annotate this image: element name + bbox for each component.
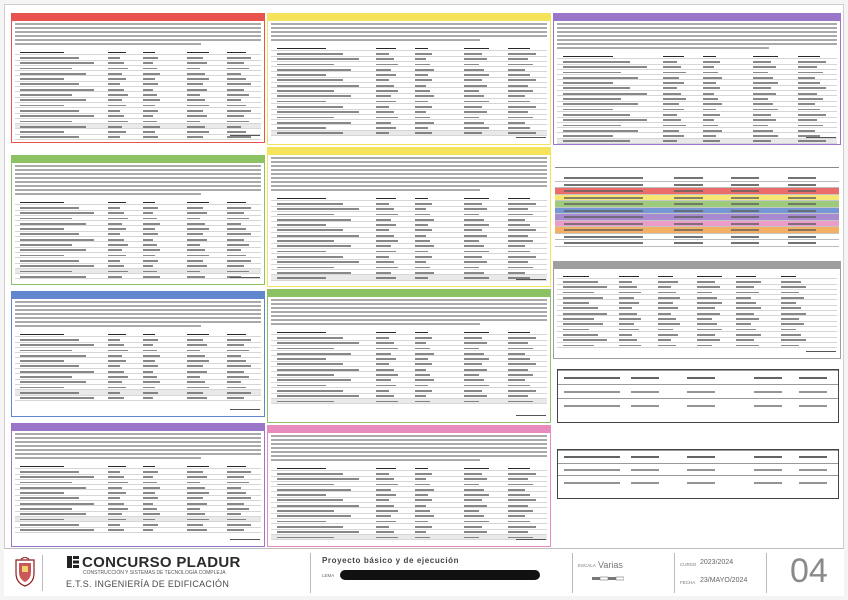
text-line — [15, 27, 261, 29]
text-line — [271, 303, 547, 305]
title-block — [4, 548, 844, 596]
fecha-label: FECHA — [680, 580, 696, 585]
panel-title-bar — [12, 156, 264, 163]
table-row — [15, 396, 261, 401]
text-line — [15, 165, 261, 167]
text-line — [15, 169, 261, 171]
text-line — [271, 439, 547, 441]
divider — [766, 553, 767, 593]
table-row — [15, 274, 261, 279]
text-line — [15, 453, 261, 455]
data-table — [557, 54, 837, 144]
data-table — [557, 274, 837, 348]
table-total — [516, 415, 546, 419]
text-line — [557, 39, 837, 41]
text-line — [271, 319, 547, 321]
data-table — [15, 332, 261, 401]
text-line — [271, 173, 547, 175]
text-line — [271, 165, 547, 167]
table-row — [271, 399, 547, 404]
table-total — [230, 539, 260, 543]
table-total — [230, 135, 260, 139]
text-line — [15, 317, 261, 319]
text-line — [271, 27, 547, 29]
text-line — [15, 313, 261, 315]
text-line — [15, 31, 261, 33]
data-table — [271, 330, 547, 404]
text-line — [271, 23, 547, 25]
text-line — [271, 185, 547, 187]
text-line — [271, 307, 547, 309]
text-line — [271, 189, 480, 191]
panel-title-bar — [554, 14, 840, 21]
fecha-value: 23/MAYO/2024 — [700, 577, 748, 584]
text-line — [15, 437, 261, 439]
curso-label: CURSO — [680, 562, 697, 567]
text-line — [271, 443, 547, 445]
summary-title — [555, 168, 839, 175]
text-line — [271, 169, 547, 171]
text-line — [271, 39, 480, 41]
table-total — [806, 351, 836, 355]
text-line — [15, 309, 261, 311]
panel-title-bar — [268, 426, 550, 433]
text-line — [271, 435, 547, 437]
text-line — [15, 35, 261, 37]
panel-title-bar — [268, 14, 550, 21]
sheet-number: 04 — [790, 552, 828, 590]
table-total — [230, 409, 260, 413]
text-line — [15, 321, 261, 323]
text-line — [557, 27, 837, 29]
text-line — [271, 311, 547, 313]
text-line — [15, 449, 261, 451]
panel-green — [267, 289, 551, 423]
text-line — [15, 23, 261, 25]
brand-title: CONCURSO PLADUR — [82, 554, 241, 571]
panel-purple — [11, 423, 265, 547]
text-line — [271, 455, 547, 457]
comparison-table-2 — [557, 449, 839, 499]
table-row — [271, 535, 547, 540]
table-total — [806, 137, 836, 141]
comparison-row — [558, 398, 838, 412]
project-title: Proyecto básico y de ejecución — [322, 556, 460, 565]
data-table — [15, 200, 261, 279]
text-line — [15, 457, 201, 459]
text-line — [15, 43, 201, 45]
table-row — [271, 275, 547, 280]
table-row — [557, 343, 837, 348]
divider — [572, 553, 573, 593]
text-line — [15, 39, 261, 41]
text-line — [271, 31, 547, 33]
escala-value: Varias — [598, 560, 623, 570]
divider — [310, 553, 311, 593]
text-line — [15, 433, 261, 435]
text-line — [271, 181, 547, 183]
panel-purple-right — [553, 13, 841, 145]
data-table — [271, 466, 547, 540]
comparison-row — [558, 384, 838, 398]
panel-table-right — [553, 261, 841, 359]
panel-yellow-mid — [267, 147, 551, 287]
table-total — [516, 279, 546, 283]
text-line — [271, 177, 547, 179]
curso-value: 2023/2024 — [700, 559, 734, 566]
table-total — [230, 277, 260, 281]
redacted-lema — [340, 570, 540, 580]
text-line — [557, 31, 837, 33]
table-total — [516, 137, 546, 141]
panel-green-mid — [11, 155, 265, 285]
text-line — [15, 173, 261, 175]
text-line — [271, 157, 547, 159]
summary-table — [555, 167, 839, 257]
text-line — [15, 193, 201, 195]
table-total — [516, 539, 546, 543]
pladur-logo-icon — [66, 555, 80, 569]
comparison-table — [557, 369, 839, 423]
brand-subtitle: CONSTRUCCIÓN Y SISTEMAS DE TECNOLOGÍA COMPLEJA — [83, 570, 226, 576]
panel-title-bar — [268, 290, 550, 297]
data-table — [15, 464, 261, 533]
comparison-row — [558, 450, 838, 463]
comparison-row — [558, 370, 838, 384]
text-line — [271, 161, 547, 163]
scale-bar-icon — [592, 575, 624, 583]
text-line — [15, 177, 261, 179]
escala-label: ESCALA — [578, 563, 596, 568]
school-name: E.T.S. INGENIERÍA DE EDIFICACIÓN — [66, 579, 230, 589]
text-line — [271, 323, 480, 325]
text-line — [15, 185, 261, 187]
panel-title-bar — [12, 424, 264, 431]
text-line — [15, 325, 201, 327]
table-row — [557, 139, 837, 144]
text-line — [15, 305, 261, 307]
text-line — [557, 47, 769, 49]
panel-blue — [11, 291, 265, 417]
text-line — [15, 445, 261, 447]
text-line — [271, 451, 547, 453]
divider — [674, 553, 675, 593]
panel-multicolor — [267, 425, 551, 547]
panel-title-bar — [268, 148, 550, 155]
comparison-row — [558, 475, 838, 488]
text-line — [15, 181, 261, 183]
text-line — [15, 189, 261, 191]
university-crest-icon — [14, 557, 36, 587]
comparison-row — [558, 463, 838, 476]
table-row — [271, 131, 547, 136]
summary-row — [555, 240, 839, 247]
lema-label: LEMA — [322, 573, 335, 578]
data-table — [15, 50, 261, 140]
table-row — [15, 135, 261, 140]
text-line — [557, 23, 837, 25]
text-line — [557, 43, 837, 45]
text-line — [271, 459, 480, 461]
panel-title-bar — [12, 14, 264, 21]
text-line — [15, 301, 261, 303]
text-line — [271, 35, 547, 37]
table-row — [15, 528, 261, 533]
text-line — [271, 315, 547, 317]
divider — [42, 555, 43, 591]
panel-yellow-top — [267, 13, 551, 145]
data-table — [271, 196, 547, 281]
panel-title-bar — [554, 262, 840, 269]
drawing-sheet — [4, 4, 844, 596]
text-line — [271, 299, 547, 301]
panel-title-bar — [12, 292, 264, 299]
panel-red-top — [11, 13, 265, 143]
text-line — [557, 35, 837, 37]
text-line — [271, 447, 547, 449]
data-table — [271, 46, 547, 136]
text-line — [15, 441, 261, 443]
